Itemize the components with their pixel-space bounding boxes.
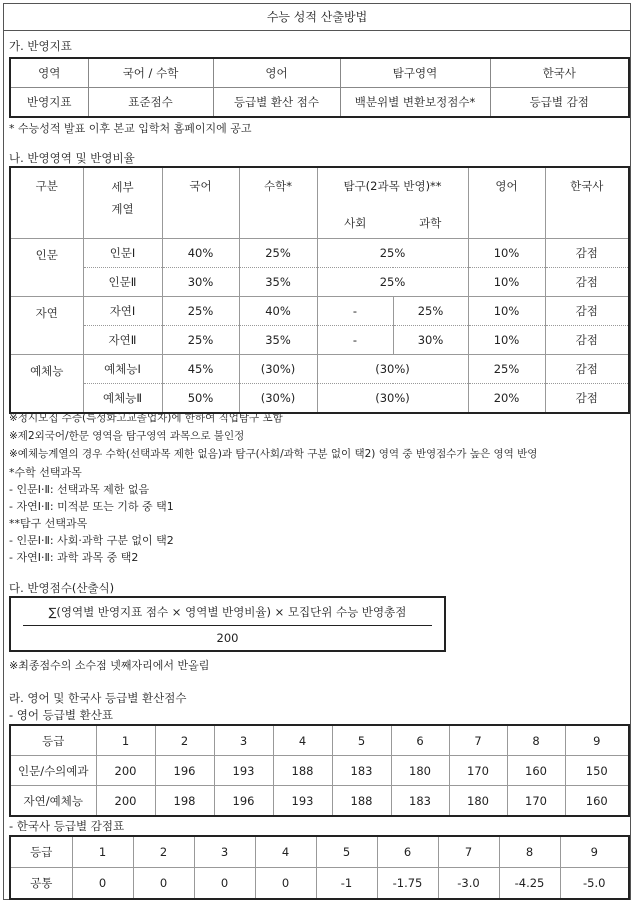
ratio-cell: 30% — [162, 268, 239, 297]
formula-numerator: ∑(영역별 반영지표 점수 × 영역별 반영비율) × 모집단위 수능 반영총점 — [48, 605, 407, 619]
ratio-group-cell: 인문 — [10, 239, 83, 297]
ratio-series-cell: 인문Ⅱ — [83, 268, 162, 297]
english-header-cell: 7 — [449, 725, 507, 756]
history-cell: 0 — [133, 868, 194, 900]
ratio-cell: 25% — [393, 297, 468, 326]
ratio-series-cell: 예체능Ⅰ — [83, 355, 162, 384]
ratio-header-series — [83, 167, 162, 239]
english-cell: 160 — [565, 786, 629, 817]
english-cell: 193 — [273, 786, 332, 817]
history-table-title: - 한국사 등급별 감점표 — [9, 819, 125, 833]
ratio-note: **탐구 선택과목 — [9, 517, 88, 530]
ratio-cell: 40% — [239, 297, 317, 326]
english-cell: 150 — [565, 756, 629, 786]
ratio-series-cell: 자연Ⅰ — [83, 297, 162, 326]
english-cell: 180 — [449, 786, 507, 817]
english-cell: 170 — [449, 756, 507, 786]
ratio-cell: (30%) — [239, 384, 317, 414]
ratio-cell: (30%) — [239, 355, 317, 384]
ratio-note: - 인문Ⅰ·Ⅱ: 사회·과학 구분 없이 택2 — [9, 534, 174, 547]
ratio-header-series-line1: 세부 — [111, 180, 134, 194]
english-score-row — [10, 786, 629, 817]
ratio-cell: 30% — [393, 326, 468, 355]
english-cell: 196 — [155, 756, 214, 786]
history-cell: -4.25 — [499, 868, 560, 900]
section-b-heading: 나. 반영영역 및 반영비율 — [9, 151, 135, 165]
ratio-cell: 25% — [239, 239, 317, 268]
ratio-header-korean: 국어 — [162, 167, 239, 239]
english-header-row — [10, 725, 629, 756]
english-score-row — [10, 756, 629, 786]
indicator-note: * 수능성적 발표 이후 본교 입학처 홈페이지에 공고 — [9, 122, 252, 135]
formula-note: ※최종점수의 소수점 넷째자리에서 반올림 — [9, 659, 210, 672]
english-cell: 160 — [507, 756, 565, 786]
english-cell: 183 — [391, 786, 449, 817]
history-header-cell: 9 — [560, 836, 629, 868]
ratio-cell: (30%) — [317, 355, 468, 384]
history-cell: 0 — [72, 868, 133, 900]
ratio-row — [10, 326, 629, 355]
english-cell: 인문/수의예과 — [10, 756, 96, 786]
english-header-cell: 4 — [273, 725, 332, 756]
indicator-header-cell: 국어 / 수학 — [88, 58, 213, 88]
ratio-row — [10, 239, 629, 268]
section-a-heading: 가. 반영지표 — [9, 39, 72, 53]
history-header-cell: 6 — [377, 836, 438, 868]
ratio-cell: - — [317, 297, 393, 326]
ratio-series-cell: 예체능Ⅱ — [83, 384, 162, 414]
english-grade-table — [9, 724, 630, 817]
ratio-row — [10, 384, 629, 414]
section-d-heading: 라. 영어 및 한국사 등급별 환산점수 — [9, 691, 187, 705]
history-header-cell: 2 — [133, 836, 194, 868]
english-header-cell: 3 — [214, 725, 273, 756]
ratio-note: ※정시모집 수증(특성화고교졸업자)에 한하여 직업탐구 포함 — [9, 412, 283, 424]
ratio-cell: 감점 — [545, 268, 629, 297]
ratio-header-math: 수학* — [239, 167, 317, 239]
ratio-row — [10, 355, 629, 384]
history-header-cell: 5 — [316, 836, 377, 868]
ratio-cell: 감점 — [545, 239, 629, 268]
english-cell: 200 — [96, 756, 155, 786]
ratio-cell: (30%) — [317, 384, 468, 414]
ratio-note: ※제2외국어/한문 영역을 탐구영역 과목으로 불인정 — [9, 430, 245, 442]
history-cell: -1 — [316, 868, 377, 900]
history-header-cell: 등급 — [10, 836, 72, 868]
english-table-title: - 영어 등급별 환산표 — [9, 708, 113, 722]
ratio-note: - 인문Ⅰ·Ⅱ: 선택과목 제한 없음 — [9, 483, 150, 496]
ratio-cell: 25% — [317, 268, 468, 297]
english-header-cell: 5 — [332, 725, 391, 756]
ratio-header-group: 구분 — [10, 167, 83, 239]
indicator-header-cell: 영어 — [213, 58, 340, 88]
history-cell: -3.0 — [438, 868, 499, 900]
history-cell: -5.0 — [560, 868, 629, 900]
section-c-heading: 다. 반영점수(산출식) — [9, 581, 115, 595]
ratio-row — [10, 297, 629, 326]
indicator-cell: 표준점수 — [88, 88, 213, 118]
english-cell: 200 — [96, 786, 155, 817]
indicator-value-row — [10, 88, 629, 118]
ratio-cell: 40% — [162, 239, 239, 268]
indicator-cell: 반영지표 — [10, 88, 88, 118]
ratio-cell: 감점 — [545, 297, 629, 326]
history-score-row — [10, 868, 629, 900]
ratio-cell: 10% — [468, 297, 545, 326]
ratio-note: ※예체능계열의 경우 수학(선택과목 제한 없음)과 탐구(사회/과학 구분 없이 택2) 영역 중 반영점수가 높은 영역 반영 — [9, 448, 538, 460]
english-cell: 198 — [155, 786, 214, 817]
ratio-cell: 감점 — [545, 384, 629, 414]
indicator-header-cell: 한국사 — [490, 58, 629, 88]
ratio-table — [9, 166, 630, 414]
english-header-cell: 2 — [155, 725, 214, 756]
history-header-cell: 1 — [72, 836, 133, 868]
formula-fraction-line — [23, 625, 432, 626]
history-grade-table — [9, 835, 630, 900]
indicator-header-cell: 탐구영역 — [340, 58, 490, 88]
indicator-header-cell: 영역 — [10, 58, 88, 88]
indicator-cell: 등급별 환산 점수 — [213, 88, 340, 118]
english-cell: 193 — [214, 756, 273, 786]
ratio-header-science: 과학 — [393, 208, 468, 239]
ratio-cell: 45% — [162, 355, 239, 384]
history-cell: -1.75 — [377, 868, 438, 900]
english-cell: 170 — [507, 786, 565, 817]
indicator-table — [9, 57, 630, 118]
history-header-cell: 4 — [255, 836, 316, 868]
english-cell: 180 — [391, 756, 449, 786]
english-header-cell: 등급 — [10, 725, 96, 756]
history-header-cell: 8 — [499, 836, 560, 868]
indicator-header-row — [10, 58, 629, 88]
ratio-header-social: 사회 — [317, 208, 393, 239]
ratio-series-cell: 인문Ⅰ — [83, 239, 162, 268]
history-cell: 공통 — [10, 868, 72, 900]
ratio-header-row — [10, 167, 629, 208]
ratio-cell: 25% — [162, 297, 239, 326]
history-cell: 0 — [255, 868, 316, 900]
ratio-cell: - — [317, 326, 393, 355]
english-header-cell: 8 — [507, 725, 565, 756]
english-cell: 188 — [332, 786, 391, 817]
ratio-series-cell: 자연Ⅱ — [83, 326, 162, 355]
ratio-cell: 감점 — [545, 355, 629, 384]
english-cell: 196 — [214, 786, 273, 817]
indicator-cell: 백분위별 변환보정점수* — [340, 88, 490, 118]
english-header-cell: 6 — [391, 725, 449, 756]
english-cell: 188 — [273, 756, 332, 786]
history-header-cell: 3 — [194, 836, 255, 868]
english-cell: 자연/예체능 — [10, 786, 96, 817]
ratio-cell: 50% — [162, 384, 239, 414]
ratio-group-cell: 예체능 — [10, 355, 83, 414]
english-header-cell: 1 — [96, 725, 155, 756]
english-cell: 183 — [332, 756, 391, 786]
page-title: 수능 성적 산출방법 — [4, 4, 630, 31]
ratio-cell: 25% — [317, 239, 468, 268]
ratio-header-series-line2: 계열 — [111, 202, 134, 216]
ratio-cell: 20% — [468, 384, 545, 414]
ratio-cell: 35% — [239, 326, 317, 355]
ratio-cell: 감점 — [545, 326, 629, 355]
ratio-cell: 25% — [162, 326, 239, 355]
history-header-cell: 7 — [438, 836, 499, 868]
history-cell: 0 — [194, 868, 255, 900]
ratio-cell: 25% — [468, 355, 545, 384]
formula-denominator: 200 — [216, 631, 239, 645]
ratio-cell: 10% — [468, 239, 545, 268]
ratio-note: - 자연Ⅰ·Ⅱ: 미적분 또는 기하 중 택1 — [9, 500, 174, 513]
ratio-header-inquiry: 탐구(2과목 반영)** — [317, 167, 468, 208]
ratio-cell: 10% — [468, 268, 545, 297]
english-header-cell: 9 — [565, 725, 629, 756]
ratio-cell: 35% — [239, 268, 317, 297]
indicator-cell: 등급별 감점 — [490, 88, 629, 118]
ratio-cell: 10% — [468, 326, 545, 355]
ratio-header-history: 한국사 — [545, 167, 629, 239]
ratio-row — [10, 268, 629, 297]
ratio-group-cell: 자연 — [10, 297, 83, 355]
ratio-header-english: 영어 — [468, 167, 545, 239]
history-header-row — [10, 836, 629, 868]
score-formula — [9, 596, 446, 652]
ratio-note: *수학 선택과목 — [9, 466, 82, 479]
ratio-note: - 자연Ⅰ·Ⅱ: 과학 과목 중 택2 — [9, 551, 139, 564]
